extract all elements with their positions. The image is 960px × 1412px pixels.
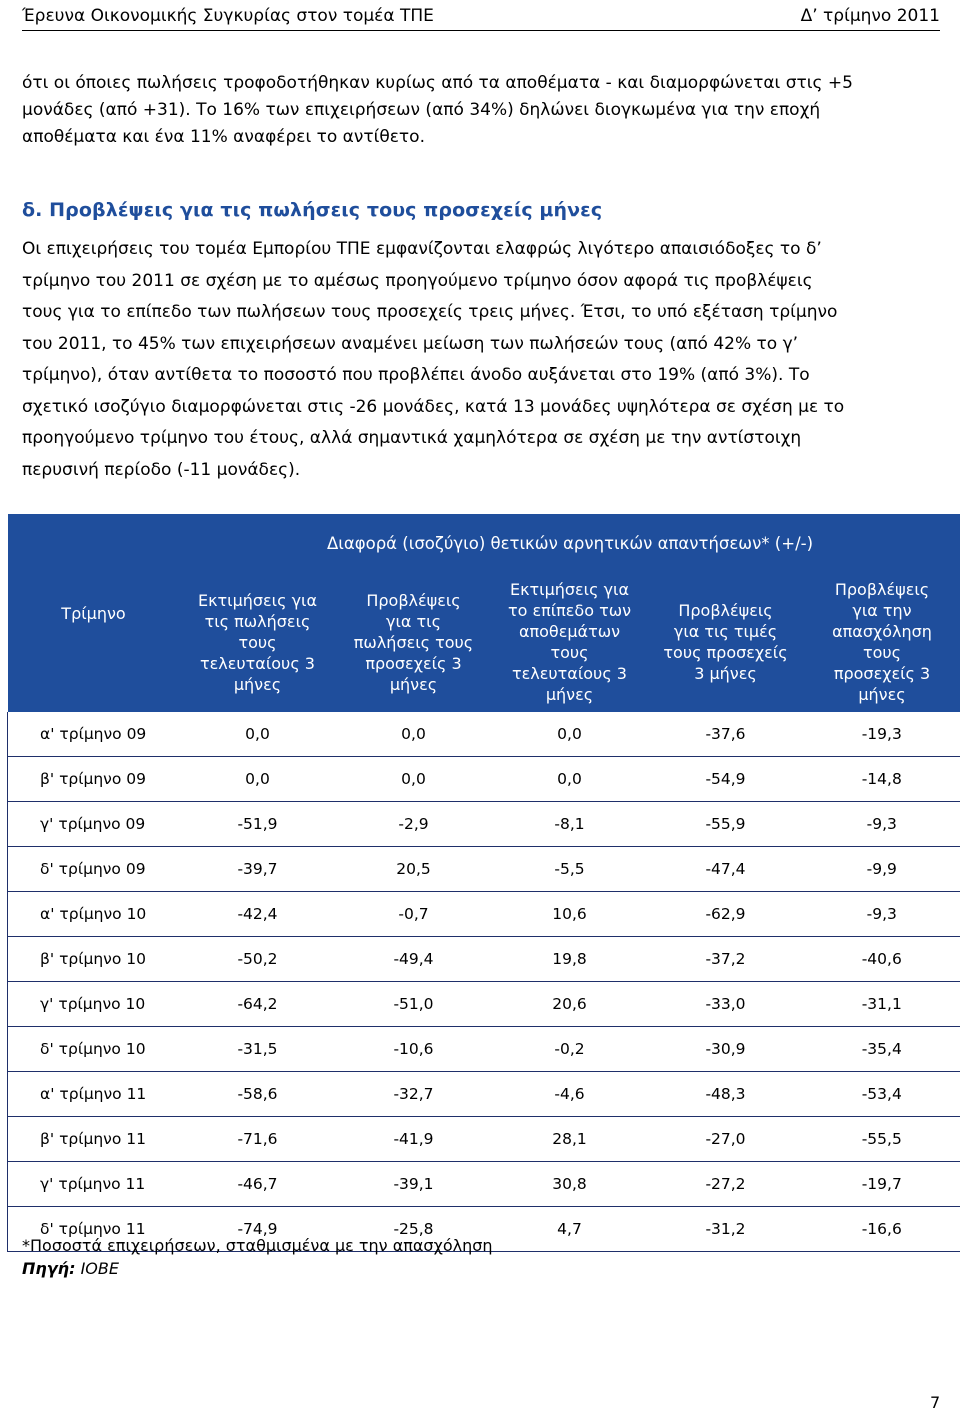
value-cell: -4,6 xyxy=(492,1072,648,1117)
column-header xyxy=(804,572,960,712)
value-cell: -0,2 xyxy=(492,1027,648,1072)
value-cell: -42,4 xyxy=(180,892,336,937)
value-cell: -0,7 xyxy=(336,892,492,937)
quarter-cell: α' τρίμηνο 10 xyxy=(8,892,180,937)
value-cell: -51,9 xyxy=(180,802,336,847)
value-cell: -39,7 xyxy=(180,847,336,892)
column-header-line: για την xyxy=(852,601,912,620)
column-header-line: μήνες xyxy=(233,674,282,694)
column-header-line: μήνες xyxy=(858,685,906,704)
quarter-cell: β' τρίμηνο 11 xyxy=(8,1117,180,1162)
column-header-line: Προβλέψεις xyxy=(834,580,930,599)
source-label: Πηγή: xyxy=(22,1259,76,1278)
value-cell: -2,9 xyxy=(336,802,492,847)
body-line: τρίμηνο του 2011 σε σχέση με το αμέσως προηγούμενο τρίμηνο όσον αφορά τις προβλέψεις xyxy=(22,270,813,291)
value-cell: -31,2 xyxy=(648,1207,804,1252)
value-cell: -37,2 xyxy=(648,937,804,982)
value-cell: -40,6 xyxy=(804,937,960,982)
value-cell: -55,9 xyxy=(648,802,804,847)
value-cell: -19,3 xyxy=(804,712,960,757)
header-period: Δ’ τρίμηνο 2011 xyxy=(800,6,940,26)
value-cell: -27,2 xyxy=(648,1162,804,1207)
value-cell: -47,4 xyxy=(648,847,804,892)
column-header-line: Προβλέψεις xyxy=(678,601,773,620)
body-line: τους για το επίπεδο των πωλήσεων τους προσεχείς τρεις μήνες. Έτσι, το υπό εξέταση τρίμηνο xyxy=(22,302,838,322)
value-cell: -27,0 xyxy=(648,1117,804,1162)
column-header xyxy=(492,572,648,712)
intro-paragraph xyxy=(22,70,942,151)
column-header xyxy=(648,572,804,712)
body-line: τρίμηνο), όταν αντίθετα το ποσοστό που προβλέπει άνοδο αυξάνεται στο 19% (από 3%). Το xyxy=(22,365,810,385)
column-header-line: Προβλέψεις xyxy=(366,590,461,610)
column-header-line: Εκτιμήσεις για xyxy=(509,580,629,599)
quarter-cell: β' τρίμηνο 10 xyxy=(8,937,180,982)
column-header-line: 3 μήνες xyxy=(694,664,757,683)
value-cell: -8,1 xyxy=(492,802,648,847)
value-cell: -37,6 xyxy=(648,712,804,757)
quarter-cell: β' τρίμηνο 09 xyxy=(8,757,180,802)
value-cell: -31,1 xyxy=(804,982,960,1027)
value-cell: -35,4 xyxy=(804,1027,960,1072)
value-cell: -71,6 xyxy=(180,1117,336,1162)
value-cell: 20,6 xyxy=(492,982,648,1027)
column-header-line: τελευταίους 3 xyxy=(512,664,627,683)
column-header-line: για τις τιμές xyxy=(673,622,778,641)
value-cell: -33,0 xyxy=(648,982,804,1027)
value-cell: 0,0 xyxy=(180,757,336,802)
body-line: Οι επιχειρήσεις του τομέα Εμπορίου ΤΠΕ εμφανίζονται ελαφρώς λιγότερο απαισιόδοξες το δ’ xyxy=(22,239,822,259)
value-cell: -31,5 xyxy=(180,1027,336,1072)
value-cell: 0,0 xyxy=(492,712,648,757)
value-cell: -5,5 xyxy=(492,847,648,892)
column-header-line: τους xyxy=(238,632,277,652)
value-cell: 28,1 xyxy=(492,1117,648,1162)
column-header-line: τους xyxy=(550,643,589,662)
value-cell: -74,9 xyxy=(180,1207,336,1252)
quarter-cell: γ' τρίμηνο 09 xyxy=(8,802,180,847)
value-cell: -9,9 xyxy=(804,847,960,892)
column-header xyxy=(180,572,336,712)
value-cell: -9,3 xyxy=(804,802,960,847)
body-line: περυσινή περίοδο (-11 μονάδες). xyxy=(22,459,301,480)
intro-line: μονάδες (από +31). Το 16% των επιχειρήσεων (από 34%) δηλώνει διογκωμένα για την εποχή xyxy=(22,100,821,120)
value-cell: -51,0 xyxy=(336,982,492,1027)
balance-table xyxy=(7,514,960,1252)
value-cell: -49,4 xyxy=(336,937,492,982)
column-header-line: για τις xyxy=(386,611,441,631)
value-cell: -58,6 xyxy=(180,1072,336,1117)
column-header-line: τελευταίους 3 xyxy=(200,653,315,673)
intro-line: ότι οι όποιες πωλήσεις τροφοδοτήθηκαν κυρίως από τα αποθέματα - και διαμορφώνεται στις +5 xyxy=(22,73,853,93)
quarter-cell: δ' τρίμηνο 09 xyxy=(8,847,180,892)
value-cell: -16,6 xyxy=(804,1207,960,1252)
value-cell: -39,1 xyxy=(336,1162,492,1207)
body-line: του 2011, το 45% των επιχειρήσεων αναμένει μείωση των πωλήσεών τους (από 42% το γ’ xyxy=(22,333,799,354)
value-cell: -14,8 xyxy=(804,757,960,802)
value-cell: -41,9 xyxy=(336,1117,492,1162)
intro-line: αποθέματα και ένα 11% αναφέρει το αντίθετο. xyxy=(22,127,425,147)
column-header-line: τις πωλήσεις xyxy=(204,611,311,631)
column-header-line: το επίπεδο των xyxy=(507,601,632,620)
value-cell: 0,0 xyxy=(180,712,336,757)
body-paragraph xyxy=(22,234,944,486)
value-cell: -54,9 xyxy=(648,757,804,802)
table-row xyxy=(8,1162,960,1207)
quarter-cell: γ' τρίμηνο 11 xyxy=(8,1162,180,1207)
body-line: προηγούμενο τρίμηνο του έτους, αλλά σημαντικά χαμηλότερα σε σχέση με την αντίστοιχη xyxy=(22,428,802,448)
column-header-line: τους xyxy=(862,643,902,662)
table-row xyxy=(8,802,960,847)
value-cell: 10,6 xyxy=(492,892,648,937)
value-cell: 30,8 xyxy=(492,1162,648,1207)
table-row xyxy=(8,1117,960,1162)
page-header xyxy=(22,4,940,31)
column-header-line: μήνες xyxy=(389,674,438,694)
quarter-cell: δ' τρίμηνο 11 xyxy=(8,1207,180,1252)
table-row xyxy=(8,712,960,757)
value-cell: -30,9 xyxy=(648,1027,804,1072)
table-row xyxy=(8,892,960,937)
value-cell: -25,8 xyxy=(336,1207,492,1252)
quarter-cell: α' τρίμηνο 11 xyxy=(8,1072,180,1117)
quarter-cell: δ' τρίμηνο 10 xyxy=(8,1027,180,1072)
value-cell: 0,0 xyxy=(336,712,492,757)
value-cell: -53,4 xyxy=(804,1072,960,1117)
column-header-line: προσεχείς 3 xyxy=(833,664,931,683)
quarter-cell: α' τρίμηνο 09 xyxy=(8,712,180,757)
table-row xyxy=(8,1027,960,1072)
quarter-column-header: Τρίμηνο xyxy=(8,514,180,712)
table-title: Διαφορά (ισοζύγιο) θετικών αρνητικών απαντήσεων* (+/-) xyxy=(180,514,960,572)
value-cell: -64,2 xyxy=(180,982,336,1027)
quarter-cell: γ' τρίμηνο 10 xyxy=(8,982,180,1027)
table-row xyxy=(8,1072,960,1117)
table-row xyxy=(8,982,960,1027)
body-line: σχετικό ισοζύγιο διαμορφώνεται στις -26 μονάδες, κατά 13 μονάδες υψηλότερα σε σχέση με το xyxy=(22,396,845,417)
column-header xyxy=(336,572,492,712)
table-row xyxy=(8,847,960,892)
value-cell: 20,5 xyxy=(336,847,492,892)
value-cell: -32,7 xyxy=(336,1072,492,1117)
value-cell: -62,9 xyxy=(648,892,804,937)
table-row xyxy=(8,757,960,802)
value-cell: -19,7 xyxy=(804,1162,960,1207)
value-cell: 0,0 xyxy=(492,757,648,802)
column-header-line: αποθεμάτων xyxy=(518,622,621,641)
section-heading: δ. Προβλέψεις για τις πωλήσεις τους προσεχείς μήνες xyxy=(22,199,603,221)
value-cell: -55,5 xyxy=(804,1117,960,1162)
table-row xyxy=(8,937,960,982)
column-header-line: πωλήσεις τους xyxy=(353,632,474,652)
column-header-line: μήνες xyxy=(545,685,594,704)
value-cell: 0,0 xyxy=(336,757,492,802)
column-header-line: τους προσεχείς xyxy=(663,643,788,662)
value-cell: -46,7 xyxy=(180,1162,336,1207)
column-header-line: απασχόληση xyxy=(832,622,932,641)
source-note xyxy=(22,1259,119,1278)
column-header-line: Εκτιμήσεις για xyxy=(197,590,317,610)
value-cell: -48,3 xyxy=(648,1072,804,1117)
page-number: 7 xyxy=(930,1393,941,1412)
table-body xyxy=(8,712,960,1252)
value-cell: -9,3 xyxy=(804,892,960,937)
column-header-line: προσεχείς 3 xyxy=(365,653,462,673)
value-cell: 4,7 xyxy=(492,1207,648,1252)
value-cell: -50,2 xyxy=(180,937,336,982)
value-cell: 19,8 xyxy=(492,937,648,982)
table-footnote: *Ποσοστά επιχειρήσεων, σταθμισμένα με την απασχόληση xyxy=(22,1236,493,1255)
value-cell: -10,6 xyxy=(336,1027,492,1072)
source-value: ΙΟΒΕ xyxy=(80,1259,119,1278)
header-title: Έρευνα Οικονομικής Συγκυρίας στον τομέα ΤΠΕ xyxy=(22,6,434,26)
